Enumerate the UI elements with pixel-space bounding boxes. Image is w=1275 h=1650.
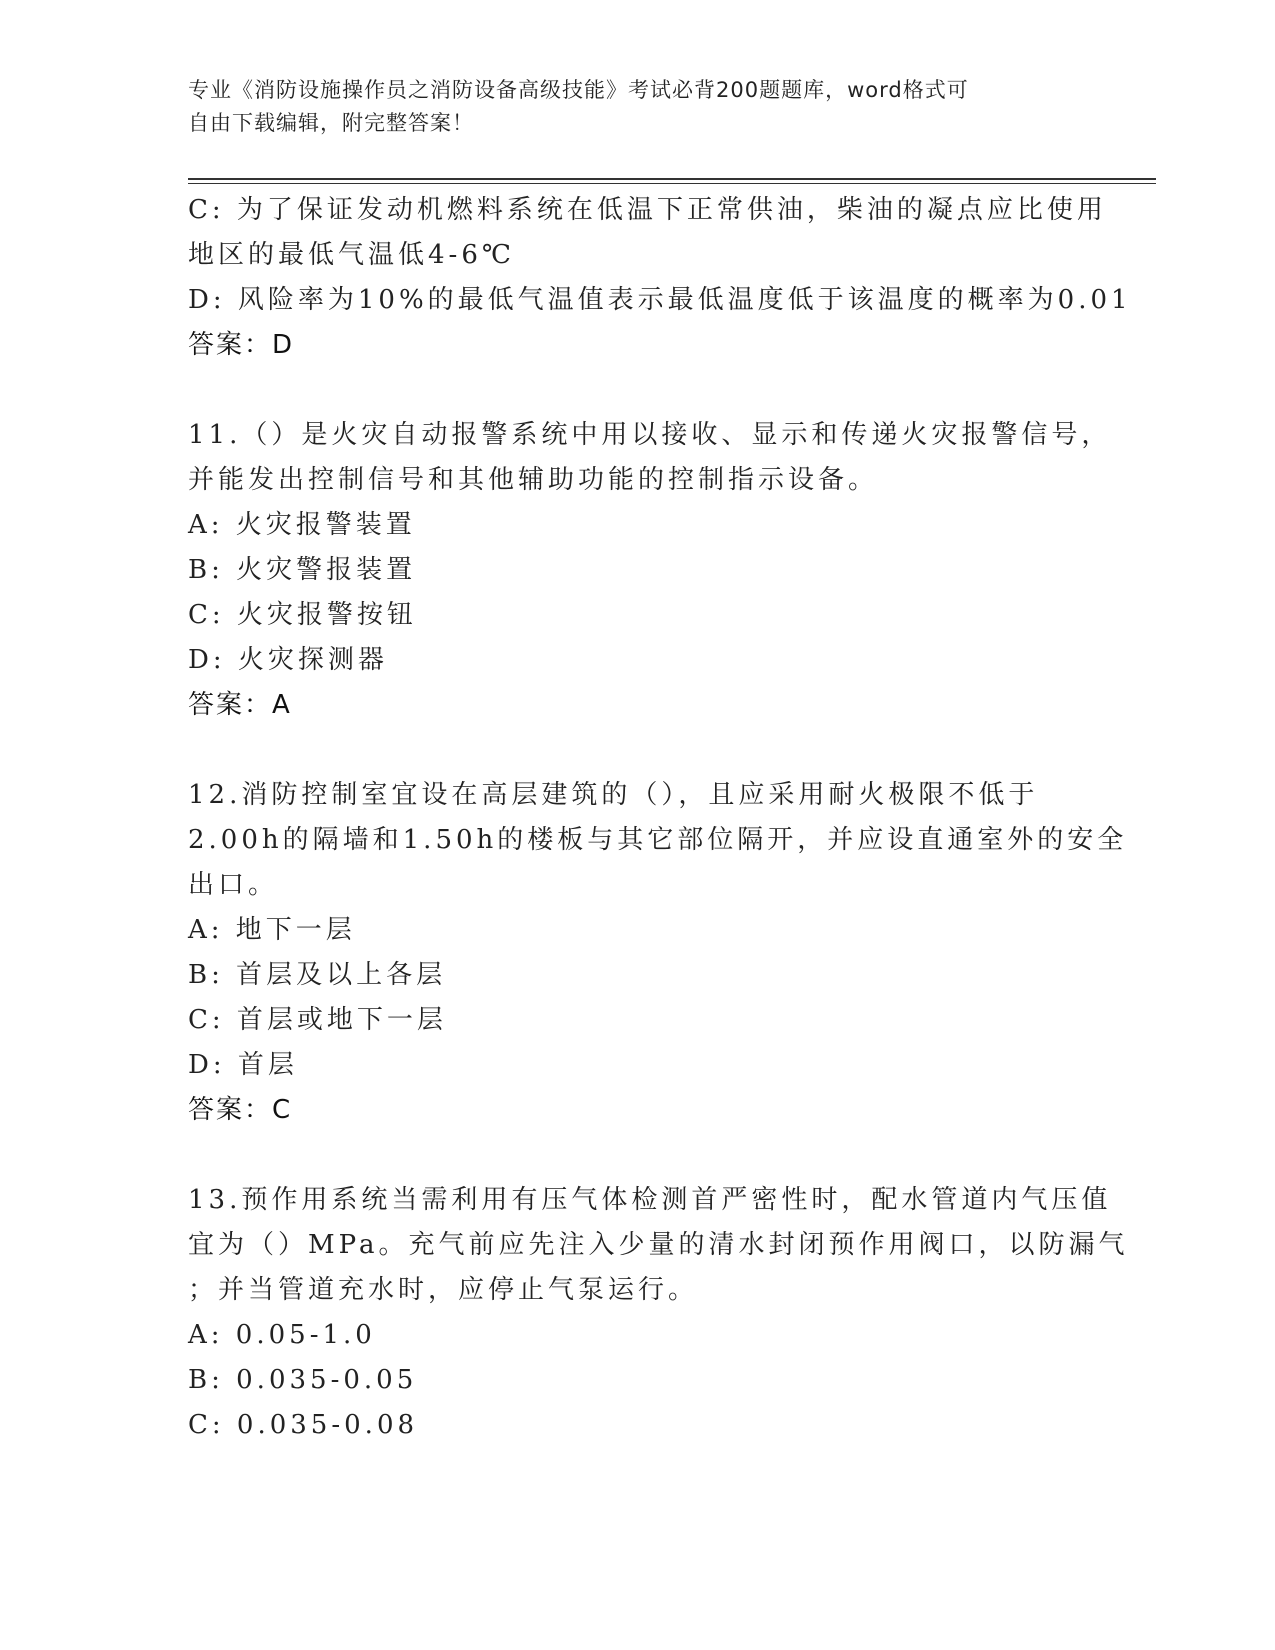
question-block-13: [188, 1178, 1129, 1448]
question-stem-line-1: 12.消防控制室宜设在高层建筑的（），且应采用耐火极限不低于: [188, 780, 1039, 810]
question-stem-line-2: 宜为（）MPa。充气前应先注入少量的清水封闭预作用阀口，以防漏气: [188, 1230, 1129, 1260]
option-d: D: 火灾探测器: [188, 645, 388, 675]
question-stem-line-1: 13.预作用系统当需利用有压气体检测首严密性时，配水管道内气压值: [188, 1185, 1112, 1215]
question-block-11: [188, 413, 1112, 728]
option-c: C: 火灾报警按钮: [188, 600, 417, 630]
question-stem-line-1: 11.（）是火灾自动报警系统中用以接收、显示和传递火灾报警信号，: [188, 420, 1112, 450]
option-a: A: 0.05-1.0: [188, 1320, 376, 1350]
spacer: [188, 368, 1088, 413]
answer-label: 答案：A: [188, 690, 292, 720]
spacer: [188, 1133, 1088, 1178]
option-c: C: 0.035-0.08: [188, 1410, 419, 1440]
question-stem-line-3: 出口。: [188, 870, 279, 900]
header-title-line-1: 专业《消防设施操作员之消防设备高级技能》考试必背200题题库，word格式可: [188, 78, 969, 102]
header-divider-thin: [188, 183, 1156, 184]
document-header: [188, 74, 1068, 140]
question-block-12: [188, 773, 1128, 1133]
header-divider: [188, 178, 1156, 180]
question-block-previous: [188, 188, 1132, 368]
answer-label: 答案：C: [188, 1095, 293, 1125]
option-b: B: 火灾警报装置: [188, 555, 417, 585]
option-d: D: 首层: [188, 1050, 298, 1080]
question-stem-line-2: 并能发出控制信号和其他辅助功能的控制指示设备。: [188, 465, 879, 495]
option-c: C: 首层或地下一层: [188, 1005, 447, 1035]
spacer: [188, 728, 1088, 773]
document-body: [188, 188, 1132, 1448]
answer-label: 答案：D: [188, 330, 295, 360]
question-stem-line-3: ；并当管道充水时，应停止气泵运行。: [188, 1275, 699, 1305]
option-d: D: 风险率为10%的最低气温值表示最低温度低于该温度的概率为0.01: [188, 285, 1132, 315]
option-c-line-1: C: 为了保证发动机燃料系统在低温下正常供油，柴油的凝点应比使用: [188, 195, 1107, 225]
header-title-line-2: 自由下载编辑，附完整答案！: [188, 111, 474, 135]
option-c-line-2: 地区的最低气温低4-6℃: [188, 240, 515, 270]
option-a: A: 火灾报警装置: [188, 510, 416, 540]
question-stem-line-2: 2.00h的隔墙和1.50h的楼板与其它部位隔开，并应设直通室外的安全: [188, 825, 1128, 855]
option-b: B: 首层及以上各层: [188, 960, 447, 990]
option-b: B: 0.035-0.05: [188, 1365, 418, 1395]
option-a: A: 地下一层: [188, 915, 356, 945]
